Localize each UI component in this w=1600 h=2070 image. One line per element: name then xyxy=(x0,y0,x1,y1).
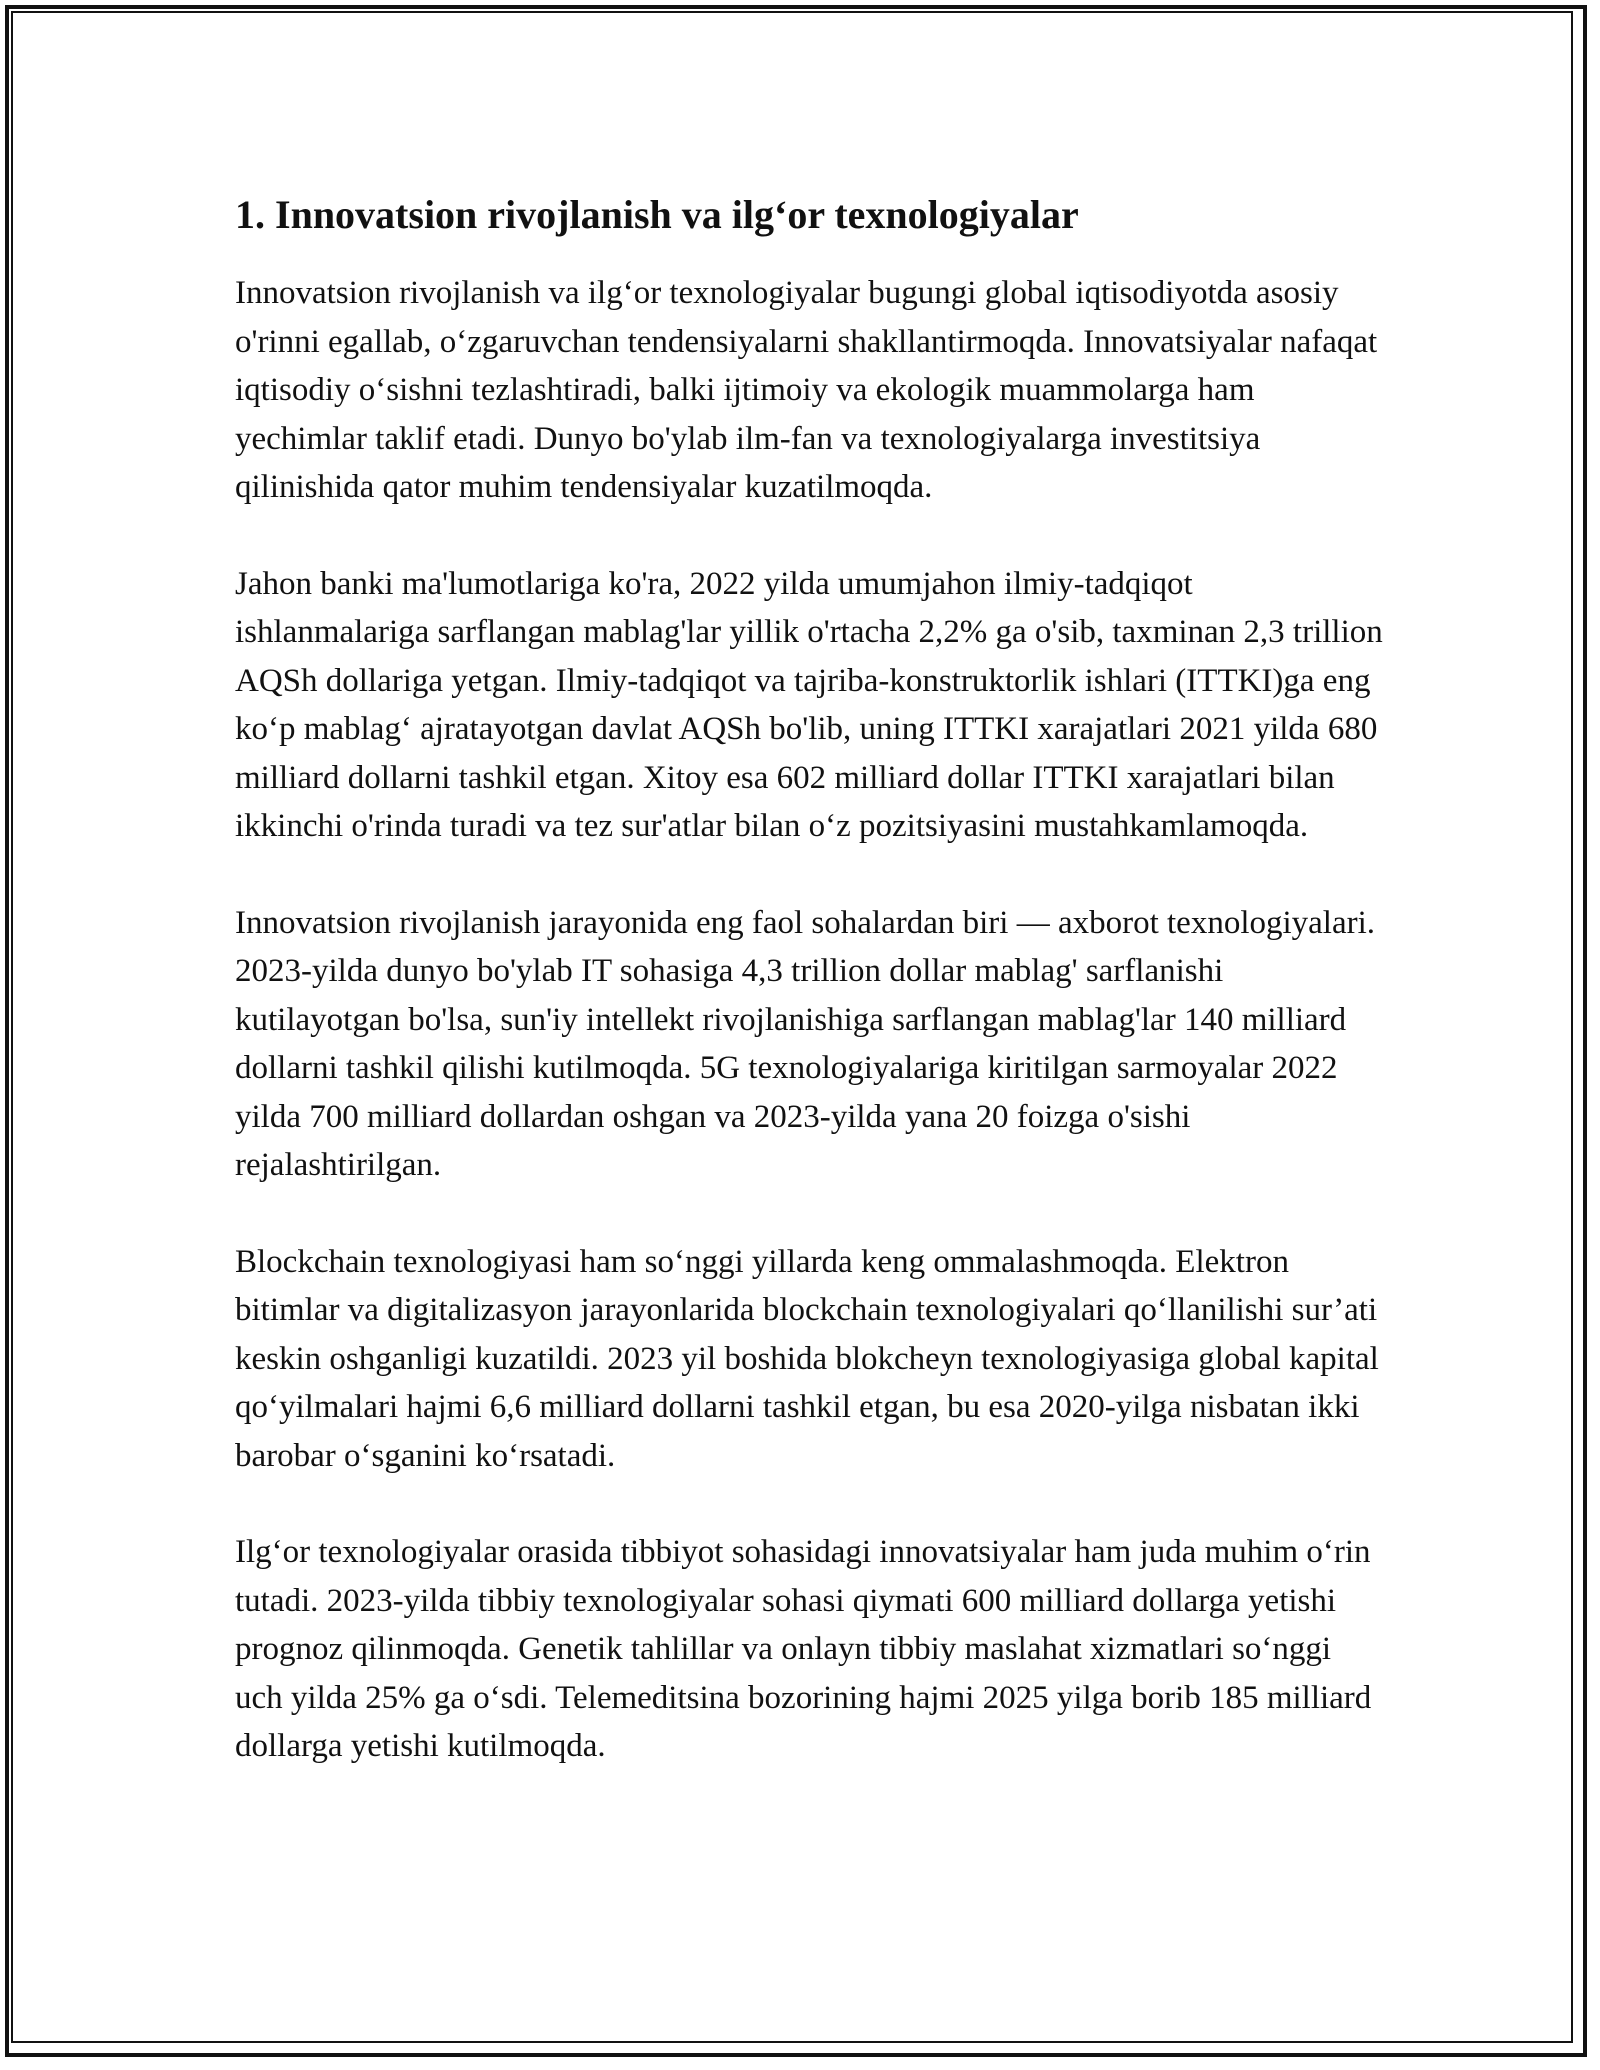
paragraph-medtech: Ilg‘or texnologiyalar orasida tibbiyot sohasidagi innovatsiyalar ham juda muhim o‘rin tutadi. 2023-yilda tibbiy texnologiyalar sohasi qiymati 600 milliard dollarga yetishi prognoz qilinmoqda. Genetik tahlillar va onlayn tibbiy maslahat xizmatlari so‘nggi uch yilda 25% ga o‘sdi. Telemeditsina bozorining hajmi 2025 yilga borib 185 milliard dollarga yetishi kutilmoqda. xyxy=(235,1534,1372,1764)
paragraph-blockchain: Blockchain texnologiyasi ham so‘nggi yillarda keng ommalashmoqda. Elektron bitimlar va digitalizasyon jarayonlarida blockchain texnologiyalari qo‘llanilishi sur’ati keskin oshganligi kuzatildi. 2023 yil boshida blokcheyn texnologiyasiga global kapital qo‘yilmalari hajmi 6,6 milliard dollarni tashkil etgan, bu esa 2020-yilga nisbatan ikki barobar o‘sganini ko‘rsatadi. xyxy=(235,1243,1379,1474)
document-body xyxy=(235,185,1385,1819)
section-heading: 1. Innovatsion rivojlanish va ilg‘or texnologiyalar xyxy=(235,192,1079,237)
paragraph-it-sector: Innovatsion rivojlanish jarayonida eng faol sohalardan biri — axborot texnologiyalari. 2023-yilda dunyo bo'ylab IT sohasiga 4,3 trillion dollar mablag' sarflanishi kutilayotgan bo'lsa, sun'iy intellekt rivojlanishiga sarflangan mablag'lar 140 milliard dollarni tashkil qilishi kutilmoqda. 5G texnologiyalariga kiritilgan sarmoyalar 2022 yilda 700 milliard dollardan oshgan va 2023-yilda yana 20 foizga o'sishi rejalashtirilgan. xyxy=(235,904,1376,1183)
paragraph-rnd-spending: Jahon banki ma'lumotlariga ko'ra, 2022 yilda umumjahon ilmiy-tadqiqot ishlanmalariga sarflangan mablag'lar yillik o'rtacha 2,2% ga o'sib, taxminan 2,3 trillion AQSh dollariga yetgan. Ilmiy-tadqiqot va tajriba-konstruktorlik ishlari (ITTKI)ga eng ko‘p mablag‘ ajratayotgan davlat AQSh bo'lib, uning ITTKI xarajatlari 2021 yilda 680 milliard dollarni tashkil etgan. Xitoy esa 602 milliard dollar ITTKI xarajatlari bilan ikkinchi o'rinda turadi va tez sur'atlar bilan o‘z pozitsiyasini mustahkamlamoqda. xyxy=(235,565,1383,844)
paragraph-intro: Innovatsion rivojlanish va ilg‘or texnologiyalar bugungi global iqtisodiyotda asosiy o'rinni egallab, o‘zgaruvchan tendensiyalarni shakllantirmoqda. Innovatsiyalar nafaqat iqtisodiy o‘sishni tezlashtiradi, balki ijtimoiy va ekologik muammolarga ham yechimlar taklif etadi. Dunyo bo'ylab ilm-fan va texnologiyalarga investitsiya qilinishida qator muhim tendensiyalar kuzatilmoqda. xyxy=(235,275,1378,505)
